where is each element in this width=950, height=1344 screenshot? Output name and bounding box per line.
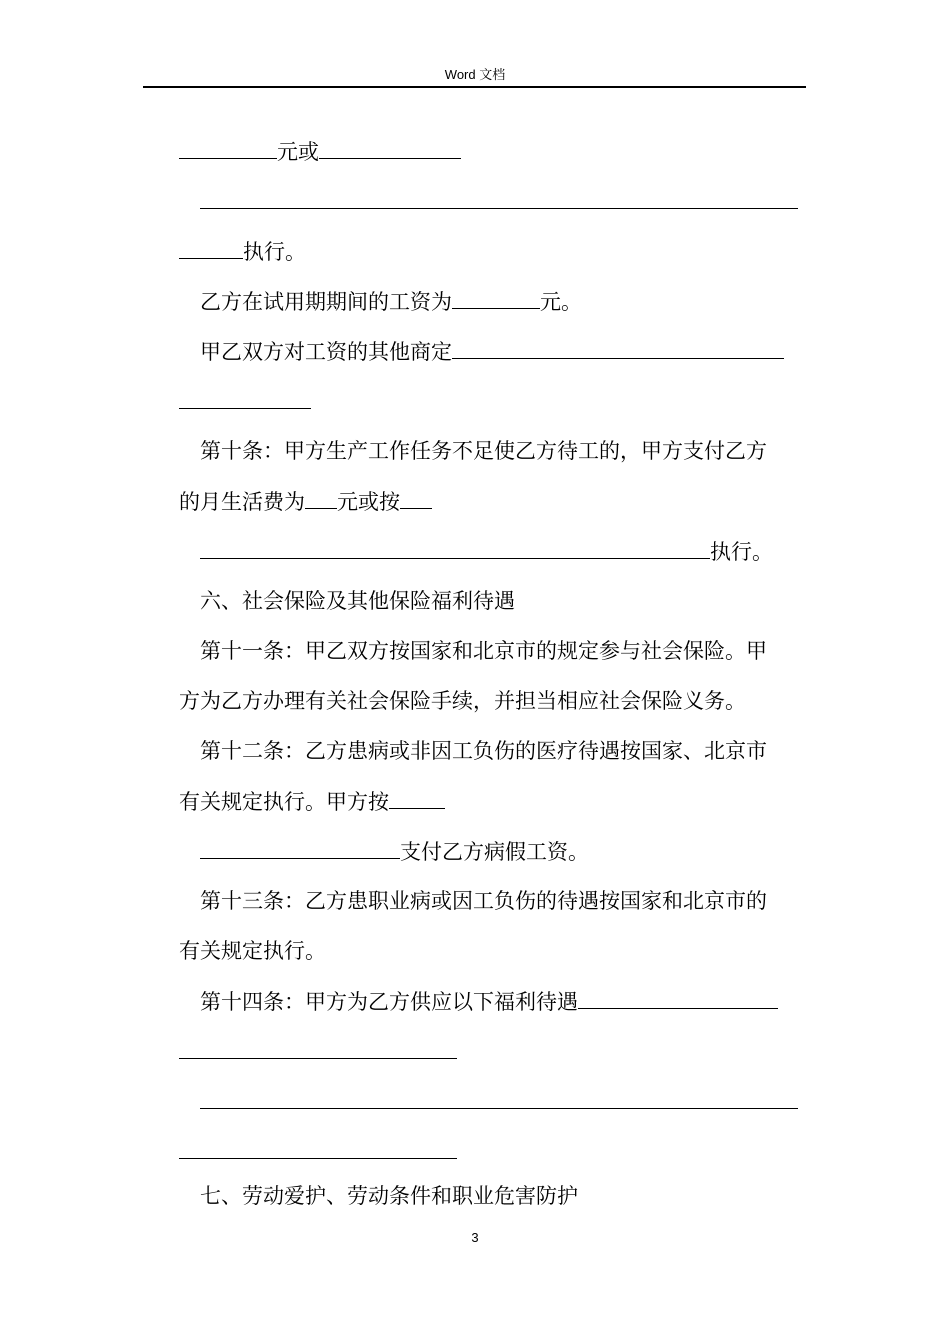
execute-line: [179, 237, 306, 265]
blank-field: [179, 1037, 457, 1059]
blank-field: [578, 987, 778, 1009]
article-10-line-2: [179, 487, 432, 515]
article-14-line-1: [200, 987, 778, 1015]
body-text: 有关规定执行。: [179, 939, 326, 963]
blank-field: [200, 1087, 798, 1109]
section-7-title: [200, 1182, 578, 1210]
article-10-line-1: [200, 437, 767, 465]
blank-line: [179, 1037, 457, 1065]
body-text: 执行。: [243, 240, 306, 264]
body-text: 甲乙双方对工资的其他商定: [200, 340, 452, 364]
article-11-line-1: [200, 637, 767, 665]
body-text: 执行。: [710, 540, 773, 564]
body-text: 第十三条：乙方患职业病或因工负伤的待遇按国家和北京市的: [200, 889, 767, 913]
blank-field: [179, 387, 311, 409]
blank-field: [179, 1137, 457, 1159]
section-heading: 七、劳动爱护、劳动条件和职业危害防护: [200, 1184, 578, 1208]
blank-line: [179, 387, 311, 415]
article-11-line-2: [179, 687, 746, 715]
article-13-line-1: [200, 887, 767, 915]
blank-field: [179, 237, 243, 259]
blank-field: [319, 137, 461, 159]
body-text: 第十二条：乙方患病或非因工负伤的医疗待遇按国家、北京市: [200, 739, 767, 763]
article-10-line-3: [200, 537, 773, 565]
article-13-line-2: [179, 937, 326, 965]
body-text: 支付乙方病假工资。: [400, 840, 589, 864]
blank-field: [200, 537, 710, 559]
header-divider: [143, 86, 806, 88]
blank-line: [200, 1087, 798, 1115]
page-header-title: Word 文档: [444, 67, 506, 82]
section-heading: 六、社会保险及其他保险福利待遇: [200, 589, 515, 613]
blank-field: [179, 137, 277, 159]
blank-field: [200, 837, 400, 859]
body-text: 元或按: [337, 490, 400, 514]
blank-field: [305, 487, 337, 509]
blank-field: [389, 787, 445, 809]
salary-option-line: [179, 137, 461, 165]
body-text: 的月生活费为: [179, 490, 305, 514]
article-12-line-3: [200, 837, 589, 865]
page-number: 3: [471, 1230, 479, 1245]
body-text: 元或: [277, 140, 319, 164]
article-12-line-2: [179, 787, 445, 815]
body-text: 有关规定执行。甲方按: [179, 790, 389, 814]
probation-salary-line: [200, 287, 582, 315]
blank-field: [400, 487, 432, 509]
article-12-line-1: [200, 737, 767, 765]
blank-field: [200, 187, 798, 209]
blank-line: [179, 1137, 457, 1165]
other-salary-line: [200, 337, 784, 365]
blank-field: [452, 287, 540, 309]
section-6-title: [200, 587, 515, 615]
blank-field: [452, 337, 784, 359]
body-text: 第十四条：甲方为乙方供应以下福利待遇: [200, 990, 578, 1014]
body-text: 乙方在试用期期间的工资为: [200, 290, 452, 314]
body-text: 第十一条：甲乙双方按国家和北京市的规定参与社会保险。甲: [200, 639, 767, 663]
body-text: 元。: [540, 290, 582, 314]
body-text: 方为乙方办理有关社会保险手续，并担当相应社会保险义务。: [179, 689, 746, 713]
blank-line: [200, 187, 798, 215]
body-text: 第十条：甲方生产工作任务不足使乙方待工的，甲方支付乙方: [200, 439, 767, 463]
